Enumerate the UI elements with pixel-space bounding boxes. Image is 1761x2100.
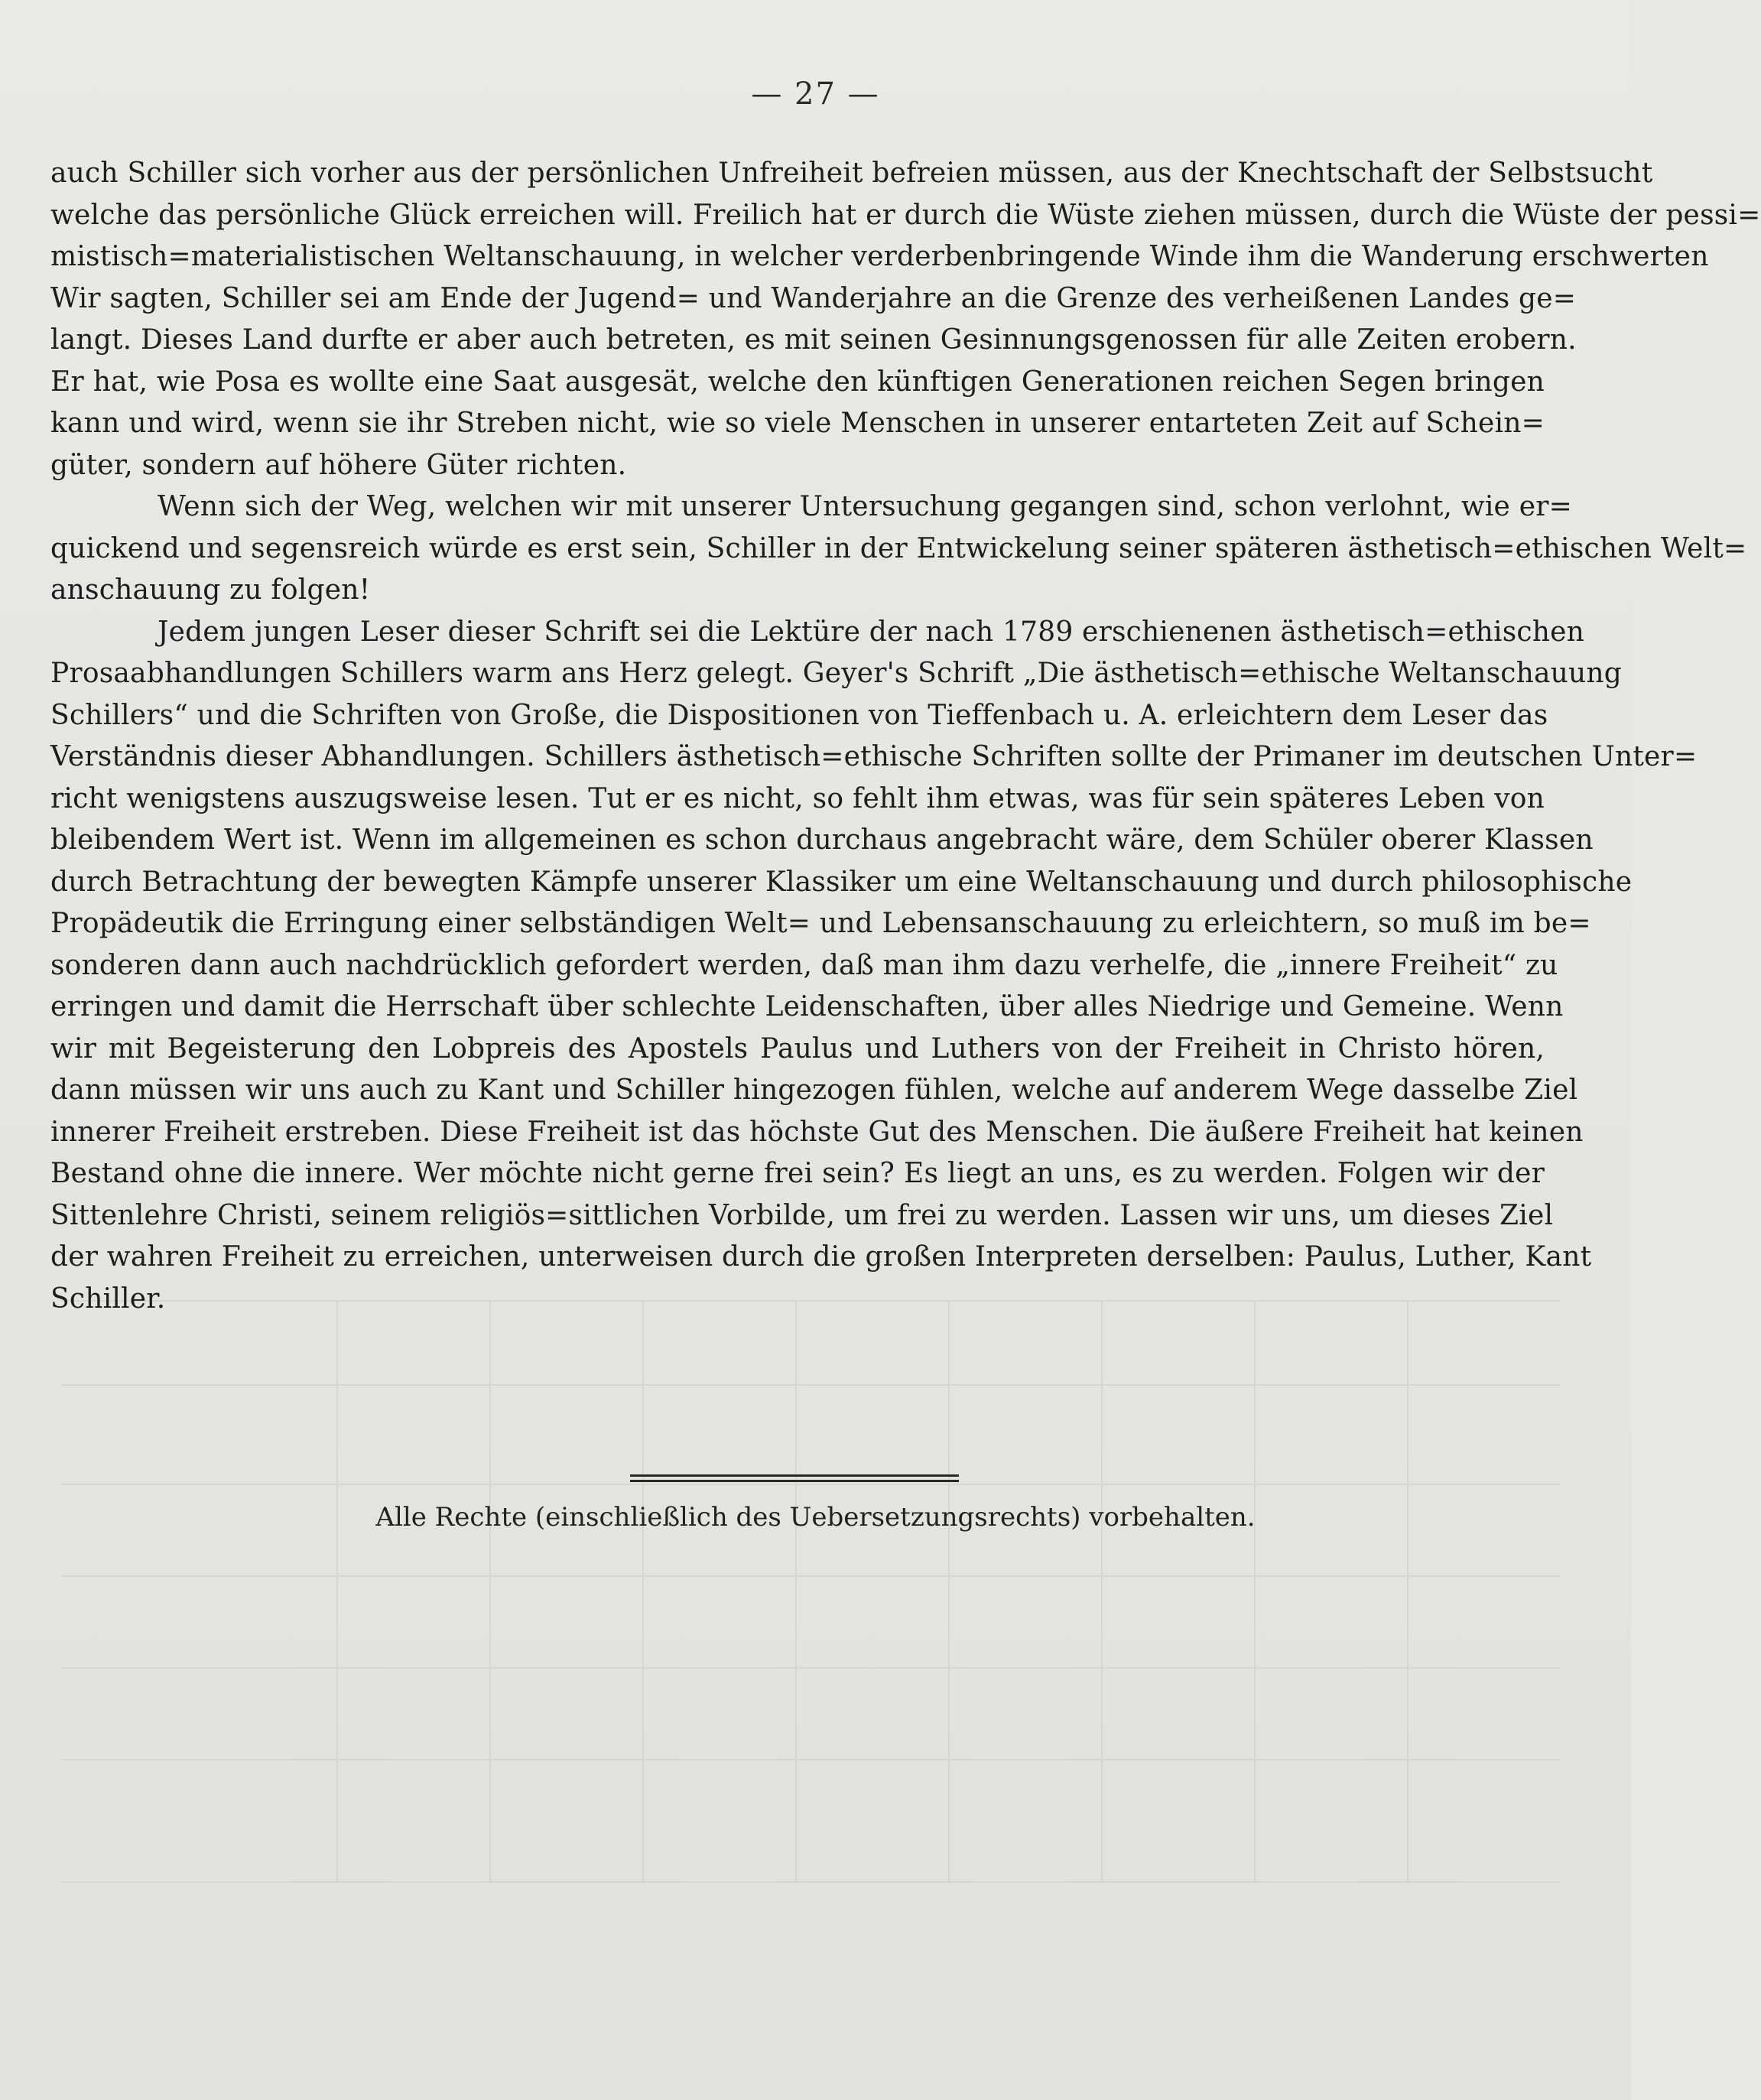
text-line: Wir sagten, Schiller sei am Ende der Jugend= und Wanderjahre an die Grenze des verheißenen Landes ge= [50,282,1577,314]
rights-reserved-note: Alle Rechte (einschließlich des Uebersetzungsrechts) vorbehalten. [375,1502,1256,1533]
text-line: dann müssen wir uns auch zu Kant und Schiller hingezogen fühlen, welche auf anderem Wege dasselbe Ziel [50,1074,1578,1106]
text-line: bleibendem Wert ist. Wenn im allgemeinen es schon durchaus angebracht wäre, dem Schüler oberer Klassen [50,824,1594,856]
text-line: Wenn sich der Weg, welchen wir mit unserer Untersuchung gegangen sind, schon verlohnt, wie er= [158,491,1572,522]
text-line: Er hat, wie Posa es wollte eine Saat ausgesät, welche den künftigen Generationen reichen Segen bringen [50,366,1545,398]
page-number: — 27 — [751,76,880,112]
text-line: richt wenigstens auszugsweise lesen. Tut er es nicht, so fehlt ihm etwas, was für sein späteres Leben von [50,782,1545,814]
text-line: Schiller. [50,1282,166,1315]
text-line: Verständnis dieser Abhandlungen. Schillers ästhetisch=ethische Schriften sollte der Primaner im deutschen Unter= [50,741,1698,772]
text-line: Sittenlehre Christi, seinem religiös=sittlichen Vorbilde, um frei zu werden. Lassen wir uns, um dieses Ziel [50,1199,1554,1231]
text-line: Bestand ohne die innere. Wer möchte nicht gerne frei sein? Es liegt an uns, es zu werden. Folgen wir der [50,1158,1545,1189]
text-line: Schillers“ und die Schriften von Große, die Dispositionen von Tieffenbach u. A. erleichtern dem Leser das [50,699,1548,731]
body-text [50,153,1761,1320]
double-rule-divider [630,1474,959,1482]
text-line: innerer Freiheit erstreben. Diese Freiheit ist das höchste Gut des Menschen. Die äußere Freiheit hat keinen [50,1116,1584,1148]
text-line: Jedem jungen Leser dieser Schrift sei die Lektüre der nach 1789 erschienenen ästhetisch=ethischen [158,616,1585,648]
text-line: langt. Dieses Land durfte er aber auch betreten, es mit seinen Gesinnungsgenossen für alle Zeiten erobern. [50,324,1577,356]
text-line: sonderen dann auch nachdrücklich gefordert werden, daß man ihm dazu verhelfe, die „innere Freiheit“ zu [50,949,1558,981]
text-line: durch Betrachtung der bewegten Kämpfe unserer Klassiker um eine Weltanschauung und durch philosophische [50,866,1633,898]
text-line: erringen und damit die Herrschaft über schlechte Leidenschaften, über alles Niedrige und Gemeine. Wenn [50,991,1564,1022]
text-line: Propädeutik die Erringung einer selbständigen Welt= und Lebensanschauung zu erleichtern, so muß im be= [50,908,1591,939]
text-line: der wahren Freiheit zu erreichen, unterweisen durch die großen Interpreten derselben: Paulus, Luther, Kant [50,1241,1592,1273]
text-line: mistisch=materialistischen Weltanschauung, in welcher verderbenbringende Winde ihm die Wanderung erschwerten [50,241,1709,272]
text-line: kann und wird, wenn sie ihr Streben nicht, wie so viele Menschen in unserer entarteten Zeit auf Schein= [50,408,1545,439]
text-line: auch Schiller sich vorher aus der persönlichen Unfreiheit befreien müssen, aus der Knechtschaft der Selbstsucht [50,158,1653,189]
text-line: anschauung zu folgen! [50,574,371,606]
text-line: güter, sondern auf höhere Güter richten. [50,449,627,481]
text-line: Prosaabhandlungen Schillers warm ans Herz gelegt. Geyer's Schrift „Die ästhetisch=ethische Weltanschauung [50,658,1623,689]
text-line: quickend und segensreich würde es erst sein, Schiller in der Entwickelung seiner späteren ästhetisch=ethischen Welt= [50,532,1747,564]
bleed-through-shadow [61,1300,1560,1988]
text-line: welche das persönliche Glück erreichen will. Freilich hat er durch die Wüste ziehen müssen, durch die Wüste der pessi= [50,199,1761,231]
text-line: wir mit Begeisterung den Lobpreis des Apostels Paulus und Luthers von der Freiheit in Christo hören, [50,1032,1545,1065]
